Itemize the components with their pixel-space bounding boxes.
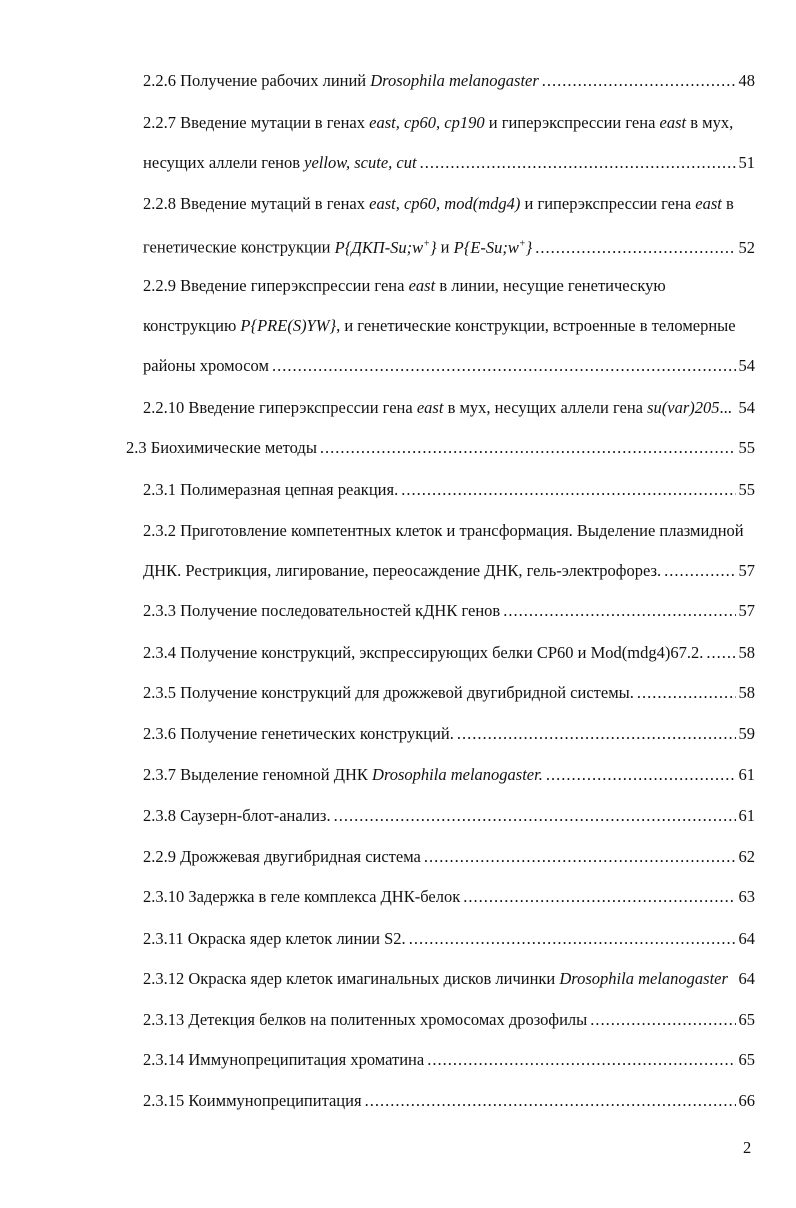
leader-dots (463, 886, 735, 908)
toc-entry-2-3-2-line1[interactable]: 2.3.2 Приготовление компетентных клеток и трансформация. Выделение плазмидной (143, 521, 744, 540)
toc-entry-text: 2.2.6 Получение рабочих линий Drosophila melanogaster (143, 71, 539, 90)
leader-dots (542, 70, 736, 92)
toc-page-number: 58 (738, 683, 755, 702)
toc-page-number: 57 (738, 561, 755, 580)
toc-entry-text: 2.3.5 Получение конструкций для дрожжевой двугибридной системы. (143, 683, 634, 702)
toc-entry-2-3-6[interactable] (143, 723, 755, 745)
leader-dots (334, 805, 736, 827)
toc-entry-text: 2.3 Биохимические методы (126, 438, 317, 457)
leader-dots (637, 682, 736, 704)
toc-entry-text: 2.3.1 Полимеразная цепная реакция. (143, 480, 399, 499)
toc-page-number: 48 (738, 71, 755, 90)
toc-entry-text: 2.2.10 Введение гиперэкспрессии гена east в мух, несущих аллели гена su(var)205... (143, 398, 732, 417)
leader-dots (535, 237, 735, 259)
toc-page-number: 64 (738, 969, 755, 988)
toc-page-number: 55 (738, 438, 755, 457)
toc-entry-text: 2.2.9 Дрожжевая двугибридная система (143, 847, 421, 866)
toc-page-number: 59 (738, 724, 755, 743)
toc-entry-2-3-10[interactable] (143, 886, 755, 908)
toc-page-number: 61 (738, 765, 755, 784)
leader-dots (457, 723, 736, 745)
toc-entry-text: 2.3.15 Коиммунопреципитация (143, 1091, 362, 1110)
toc-entry-2-2-9-line1[interactable]: 2.2.9 Введение гиперэкспрессии гена east в линии, несущие генетическую (143, 276, 666, 295)
leader-dots (424, 846, 736, 868)
toc-page-number: 55 (738, 480, 755, 499)
toc-entry-2-2-8-line2[interactable] (143, 233, 755, 259)
toc-page-number: 54 (738, 398, 755, 417)
toc-entry-2-3-13[interactable] (143, 1009, 755, 1031)
leader-dots (365, 1090, 736, 1112)
toc-entry-2-2-7-line2[interactable] (143, 152, 755, 174)
leader-dots (401, 479, 735, 501)
toc-entry-2-3-3[interactable] (143, 600, 755, 622)
toc-page-number: 62 (738, 847, 755, 866)
toc-page-number: 51 (738, 153, 755, 172)
toc-entry-text: районы хромосом (143, 356, 269, 375)
toc-entry-2-3-12[interactable] (143, 968, 755, 990)
toc-page-number: 64 (738, 929, 755, 948)
toc-entry-2-3-2-line2[interactable] (143, 560, 755, 582)
toc-entry-2-3-1[interactable] (143, 479, 755, 501)
toc-entry-2-2-6[interactable] (143, 70, 755, 92)
leader-dots (409, 928, 736, 950)
leader-dots (503, 600, 735, 622)
toc-page-number: 65 (738, 1010, 755, 1029)
toc-entry-text: 2.3.12 Окраска ядер клеток имагинальных дисков личинки Drosophila melanogaster (143, 969, 728, 988)
toc-entry-2-3-4[interactable] (143, 642, 755, 664)
leader-dots (664, 560, 735, 582)
toc-entry-2-2-9-line3[interactable] (143, 355, 755, 377)
toc-page-number: 52 (738, 237, 755, 257)
toc-entry-2-2-9-line2[interactable]: конструкцию P{PRE(S)YW}, и генетические конструкции, встроенные в теломерные (143, 316, 736, 335)
toc-entry-2-3-5[interactable] (143, 682, 755, 704)
toc-entry-text: 2.3.10 Задержка в геле комплекса ДНК-белок (143, 887, 461, 906)
toc-entry-2-3-8[interactable] (143, 805, 755, 827)
toc-entry-text: 2.3.13 Детекция белков на политенных хромосомах дрозофилы (143, 1010, 588, 1029)
toc-page-number: 57 (738, 601, 755, 620)
toc-entry-2-2-7-line1[interactable]: 2.2.7 Введение мутации в генах east, cp60, cp190 и гиперэкспрессии гена east в мух, (143, 113, 734, 132)
toc-page-number: 58 (738, 643, 755, 662)
toc-entry-2-2-10[interactable] (143, 397, 755, 419)
toc-entry-2-3-7[interactable] (143, 764, 755, 786)
toc-entry-2-3-11[interactable] (143, 928, 755, 950)
toc-page-number: 65 (738, 1050, 755, 1069)
toc-entry-2-3[interactable] (126, 437, 755, 459)
toc-entry-text: 2.3.11 Окраска ядер клеток линии S2. (143, 929, 406, 948)
toc-page-number: 66 (738, 1091, 755, 1110)
toc-entry-text: 2.3.3 Получение последовательностей кДНК генов (143, 601, 501, 620)
leader-dots (706, 642, 735, 664)
leader-dots (546, 764, 736, 786)
leader-dots (590, 1009, 735, 1031)
toc-page-number: 61 (738, 806, 755, 825)
toc-entry-text: генетические конструкции P{ДКП-Su;w+} и P{E-Su;w+} (143, 237, 533, 257)
toc-entry-text: 2.3.6 Получение генетических конструкций. (143, 724, 454, 743)
toc-entry-text: 2.3.14 Иммунопреципитация хроматина (143, 1050, 425, 1069)
leader-dots (272, 355, 736, 377)
leader-dots (420, 152, 736, 174)
toc-entry-text: несущих аллели генов yellow, scute, cut (143, 153, 417, 172)
leader-dots (427, 1049, 735, 1071)
page-number: 2 (743, 1138, 752, 1157)
toc-entry-text: 2.3.8 Саузерн-блот-анализ. (143, 806, 331, 825)
toc-entry-text: ДНК. Рестрикция, лигирование, переосаждение ДНК, гель-электрофорез. (143, 561, 662, 580)
toc-entry-2-3-14[interactable] (143, 1049, 755, 1071)
toc-page-number: 63 (738, 887, 755, 906)
leader-dots (320, 437, 736, 459)
toc-entry-2-2-8-line1[interactable]: 2.2.8 Введение мутаций в генах east, cp60, mod(mdg4) и гиперэкспрессии гена east в (143, 194, 734, 213)
toc-entry-text: 2.3.7 Выделение геномной ДНК Drosophila melanogaster. (143, 765, 543, 784)
toc-entry-text: 2.3.4 Получение конструкций, экспрессирующих белки CP60 и Mod(mdg4)67.2. (143, 643, 704, 662)
toc-entry-2-3-15[interactable] (143, 1090, 755, 1112)
toc-entry-2-3-9[interactable] (143, 846, 755, 868)
toc-page-number: 54 (738, 356, 755, 375)
